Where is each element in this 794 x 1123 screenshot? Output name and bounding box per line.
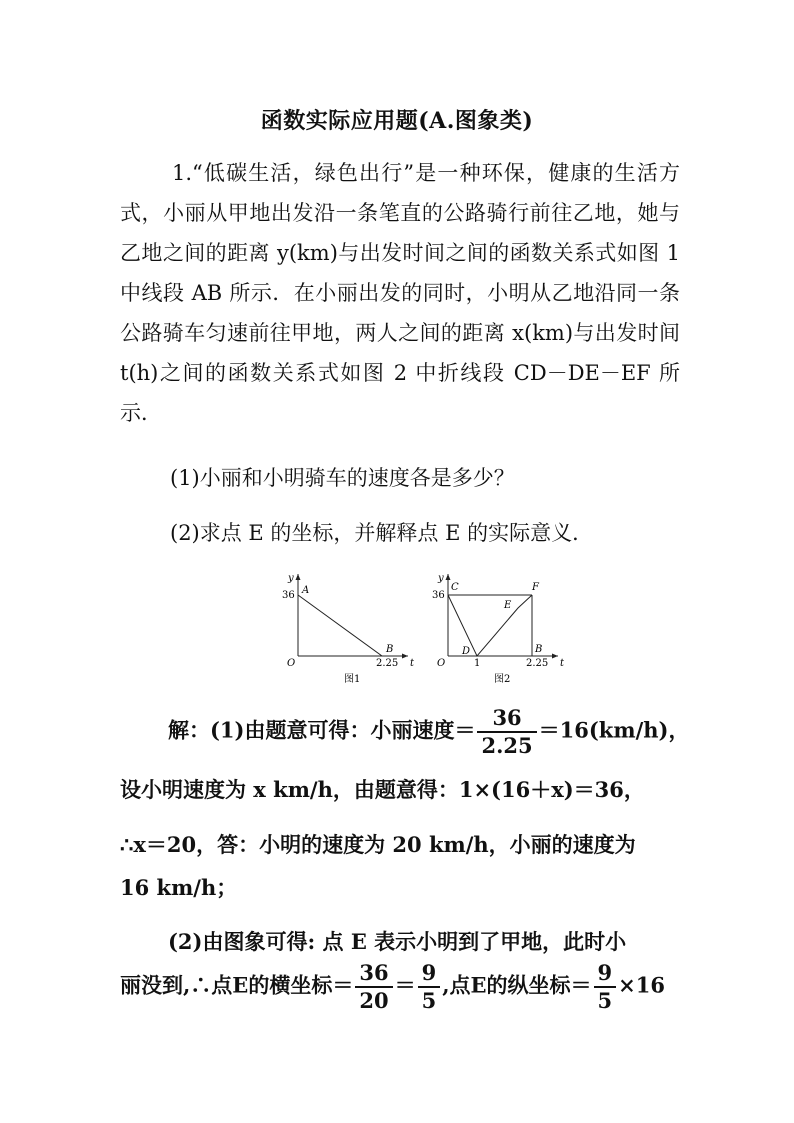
figure-svg: [276, 568, 566, 688]
solution-line-5: (2)由图象可得: 点 E 表示小明到了甲地，此时小: [168, 929, 627, 954]
fig2-point-f: F: [532, 582, 539, 593]
fig2-point-c: C: [451, 582, 459, 593]
figures: [276, 568, 566, 688]
fraction-numerator: 9: [597, 960, 613, 985]
fig2-point-e: E: [504, 600, 512, 611]
fig2-x-tick-2: 2.25: [526, 658, 549, 669]
fig2-origin: O: [437, 658, 446, 669]
question-2: (2)求点 E 的坐标，并解释点 E 的实际意义．: [170, 521, 594, 545]
equals-sign: ＝: [394, 972, 416, 998]
solution-line-6: [120, 960, 665, 1014]
fig2-x-arrow: [552, 654, 558, 659]
fig1-x-label: t: [410, 658, 415, 669]
fig2-x-label: t: [560, 658, 565, 669]
fraction-9-over-5-b: [594, 960, 617, 1014]
fig1-x-tick: 2.25: [376, 658, 399, 669]
fraction-denominator: 2.25: [477, 731, 536, 759]
fig1-y-label: y: [288, 573, 294, 584]
fig2-y-arrow: [446, 574, 451, 580]
fig1-caption: 图1: [344, 674, 361, 685]
fraction-9-over-5-a: [418, 960, 441, 1014]
fig1-point-b: B: [386, 644, 394, 655]
figure-1: [282, 573, 415, 685]
fig2-y-label: y: [438, 573, 444, 584]
solution-line-2: 设小明速度为 x km/h，由题意得：1×(16＋x)＝36，: [120, 777, 645, 802]
fig2-point-d: D: [462, 646, 471, 657]
solution-line-1-pre: 解：(1)由题意可得：小丽速度＝: [168, 717, 476, 743]
fig2-x-tick-1: 1: [474, 658, 481, 669]
fig2-caption: 图2: [494, 674, 511, 685]
solution-line-1: [168, 705, 689, 759]
fraction-numerator: 36: [492, 705, 522, 730]
fig1-y-arrow: [296, 574, 301, 580]
fraction-denominator: 5: [594, 986, 617, 1014]
fig1-point-a: A: [302, 585, 310, 596]
solution-line-3: ∴x＝20，答：小明的速度为 20 km/h，小丽的速度为: [120, 832, 636, 857]
solution-line-1-post: ＝16(km/h)，: [538, 717, 690, 743]
solution-line-4: 16 km/h；: [120, 875, 238, 900]
solution-line-6-pre: 丽没到,∴点E的横坐标＝: [120, 972, 354, 998]
fraction-denominator: 20: [355, 986, 392, 1014]
fig1-origin: O: [287, 658, 296, 669]
fig2-polyline-cdef: [448, 595, 532, 656]
fig2-y-tick: 36: [432, 590, 445, 601]
question-1: (1)小丽和小明骑车的速度各是多少？: [170, 466, 515, 490]
fraction-numerator: 9: [421, 960, 437, 985]
page-title: 函数实际应用题(A.图象类): [260, 108, 534, 134]
solution-line-6-mid: ,点E的纵坐标＝: [442, 972, 592, 998]
fig1-y-tick: 36: [282, 590, 295, 601]
fig2-point-b: B: [535, 644, 543, 655]
figure-2: [432, 573, 565, 685]
solution-line-6-post: ×16: [618, 972, 665, 998]
fraction-36-over-20: [355, 960, 392, 1014]
fraction-36-over-2-25: [477, 705, 536, 759]
fig1-segment-ab: [298, 595, 382, 656]
fraction-denominator: 5: [418, 986, 441, 1014]
fraction-numerator: 36: [359, 960, 389, 985]
fig1-x-arrow: [402, 654, 408, 659]
problem-statement: 1.“低碳生活，绿色出行”是一种环保，健康的生活方式，小丽从甲地出发沿一条笔直的公路骑行前往乙地，她与乙地之间的距离 y(km)与出发时间之间的函数关系式如图 1 中线段 AB 所示．在小丽出发的同时，小明从乙地沿同一条公路骑车匀速前往甲地，两人之间的距离 x(km)与出发时间 t(h)之间的函数关系式如图 2 中折线段 CD－DE－EF 所示．: [120, 161, 680, 425]
